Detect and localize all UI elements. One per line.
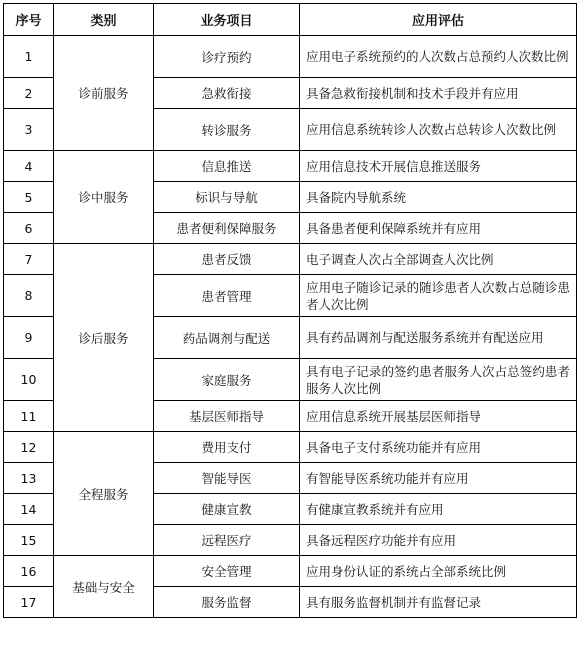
row-category: 全程服务 bbox=[54, 432, 154, 556]
row-category: 诊中服务 bbox=[54, 151, 154, 244]
row-serial-number: 13 bbox=[4, 463, 54, 494]
row-evaluation: 应用电子随诊记录的随诊患者人次数占总随诊患者人次比例 bbox=[300, 275, 577, 317]
row-evaluation: 具备电子支付系统功能并有应用 bbox=[300, 432, 577, 463]
row-serial-number: 15 bbox=[4, 525, 54, 556]
row-category: 诊前服务 bbox=[54, 36, 154, 151]
row-service-item: 安全管理 bbox=[154, 556, 300, 587]
row-service-item: 智能导医 bbox=[154, 463, 300, 494]
service-evaluation-table bbox=[3, 3, 577, 618]
row-serial-number: 8 bbox=[4, 275, 54, 317]
row-service-item: 基层医师指导 bbox=[154, 401, 300, 432]
row-evaluation: 具备急救衔接机制和技术手段并有应用 bbox=[300, 78, 577, 109]
row-service-item: 药品调剂与配送 bbox=[154, 317, 300, 359]
row-service-item: 患者反馈 bbox=[154, 244, 300, 275]
row-evaluation: 具备远程医疗功能并有应用 bbox=[300, 525, 577, 556]
row-service-item: 健康宣教 bbox=[154, 494, 300, 525]
row-service-item: 远程医疗 bbox=[154, 525, 300, 556]
row-evaluation: 电子调查人次占全部调查人次比例 bbox=[300, 244, 577, 275]
table-row bbox=[4, 244, 577, 275]
row-evaluation: 具备院内导航系统 bbox=[300, 182, 577, 213]
header-evaluation: 应用评估 bbox=[300, 4, 577, 36]
row-serial-number: 6 bbox=[4, 213, 54, 244]
row-service-item: 信息推送 bbox=[154, 151, 300, 182]
table-row bbox=[4, 556, 577, 587]
header-category: 类别 bbox=[54, 4, 154, 36]
table-row bbox=[4, 432, 577, 463]
row-category: 诊后服务 bbox=[54, 244, 154, 432]
row-evaluation: 有智能导医系统功能并有应用 bbox=[300, 463, 577, 494]
table-row bbox=[4, 36, 577, 78]
row-evaluation: 应用电子系统预约的人次数占总预约人次数比例 bbox=[300, 36, 577, 78]
row-serial-number: 3 bbox=[4, 109, 54, 151]
row-service-item: 费用支付 bbox=[154, 432, 300, 463]
row-service-item: 转诊服务 bbox=[154, 109, 300, 151]
row-service-item: 患者便利保障服务 bbox=[154, 213, 300, 244]
row-serial-number: 5 bbox=[4, 182, 54, 213]
row-serial-number: 10 bbox=[4, 359, 54, 401]
row-serial-number: 7 bbox=[4, 244, 54, 275]
row-evaluation: 应用身份认证的系统占全部系统比例 bbox=[300, 556, 577, 587]
row-serial-number: 2 bbox=[4, 78, 54, 109]
row-evaluation: 具有服务监督机制并有监督记录 bbox=[300, 587, 577, 618]
row-serial-number: 4 bbox=[4, 151, 54, 182]
row-service-item: 标识与导航 bbox=[154, 182, 300, 213]
row-serial-number: 9 bbox=[4, 317, 54, 359]
row-evaluation: 应用信息系统转诊人次数占总转诊人次数比例 bbox=[300, 109, 577, 151]
table-row bbox=[4, 151, 577, 182]
row-evaluation: 具有药品调剂与配送服务系统并有配送应用 bbox=[300, 317, 577, 359]
row-evaluation: 应用信息技术开展信息推送服务 bbox=[300, 151, 577, 182]
row-service-item: 诊疗预约 bbox=[154, 36, 300, 78]
row-serial-number: 17 bbox=[4, 587, 54, 618]
row-evaluation: 具有电子记录的签约患者服务人次占总签约患者服务人次比例 bbox=[300, 359, 577, 401]
table-header-row bbox=[4, 4, 577, 36]
row-service-item: 患者管理 bbox=[154, 275, 300, 317]
row-serial-number: 12 bbox=[4, 432, 54, 463]
header-serial-number: 序号 bbox=[4, 4, 54, 36]
row-category: 基础与安全 bbox=[54, 556, 154, 618]
row-serial-number: 1 bbox=[4, 36, 54, 78]
row-serial-number: 11 bbox=[4, 401, 54, 432]
row-evaluation: 有健康宣教系统并有应用 bbox=[300, 494, 577, 525]
table-body bbox=[4, 36, 577, 618]
row-serial-number: 16 bbox=[4, 556, 54, 587]
row-service-item: 急救衔接 bbox=[154, 78, 300, 109]
row-service-item: 家庭服务 bbox=[154, 359, 300, 401]
header-service-item: 业务项目 bbox=[154, 4, 300, 36]
row-evaluation: 具备患者便利保障系统并有应用 bbox=[300, 213, 577, 244]
row-service-item: 服务监督 bbox=[154, 587, 300, 618]
row-evaluation: 应用信息系统开展基层医师指导 bbox=[300, 401, 577, 432]
row-serial-number: 14 bbox=[4, 494, 54, 525]
